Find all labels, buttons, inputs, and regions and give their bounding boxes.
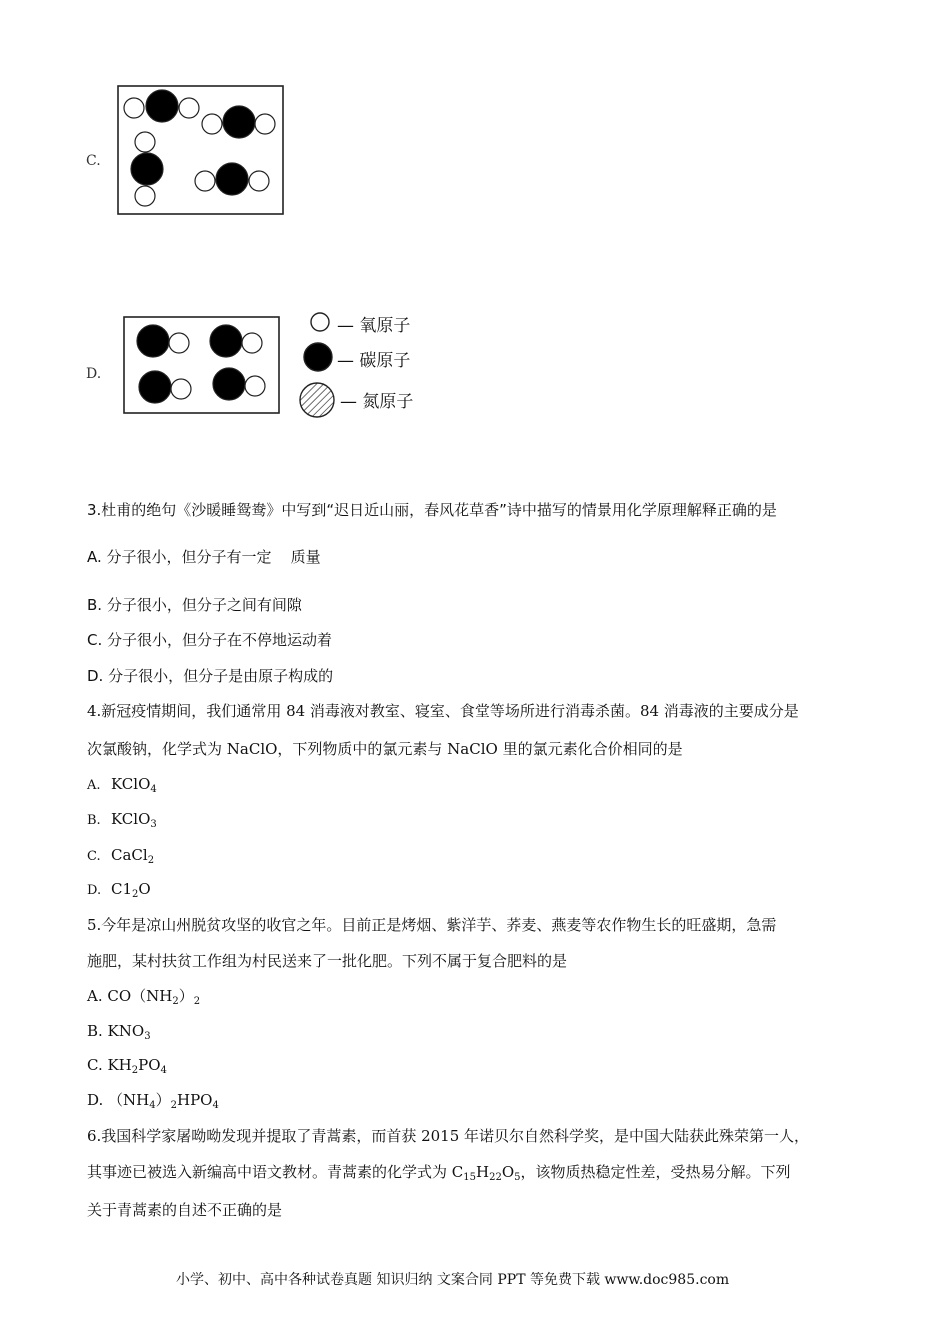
q4-option-d-formula-pre: C1: [111, 880, 133, 898]
q4-option-b-formula: KClO: [111, 810, 151, 828]
option-d-label: D.: [86, 366, 102, 382]
q5-option-c-sub2: 4: [160, 1065, 167, 1076]
legend-carbon-text: — 碳原子: [337, 351, 411, 371]
q4-option-b-sub: 3: [150, 819, 157, 830]
q5-option-d-mid: ）: [155, 1091, 171, 1109]
q6-line2-h: H: [475, 1163, 490, 1181]
q5-option-a-mid: ）: [178, 987, 194, 1005]
q5-option-c-sub1: 2: [131, 1065, 139, 1076]
q4-option-a: [87, 774, 157, 800]
q5-option-a-sub2: 2: [193, 996, 201, 1007]
q4-option-d: [87, 879, 151, 905]
q4-stem-line2: 次氯酸钠，化学式为 NaClO，下列物质中的氯元素与 NaClO 里的氯元素化合价相同的是: [87, 740, 683, 758]
q5-option-a-pre: A. CO（NH: [87, 987, 173, 1005]
q4-option-a-sub: 4: [150, 784, 157, 795]
q6-line2-pre: 其事迹已被选入新编高中语文教材。青蒿素的化学式为 C: [87, 1163, 464, 1181]
legend-oxygen-text: — 氧原子: [337, 316, 411, 336]
q4-option-a-letter: A.: [87, 778, 101, 793]
q5-option-a: [87, 986, 200, 1012]
q5-option-d: [87, 1090, 219, 1116]
q3-stem: 3.杜甫的绝句《沙暖睡鸳鸯》中写到“迟日近山丽，春风花草香”诗中描写的情景用化学原理解释正确的是: [87, 501, 777, 519]
q4-option-c-letter: C.: [87, 849, 101, 864]
q3-option-b: B. 分子很小，但分子之间有间隙: [87, 596, 302, 614]
q3-option-c: C. 分子很小，但分子在不停地运动着: [87, 631, 333, 649]
footer-text: 小学、初中、高中各种试卷真题 知识归纳 文案合同 PPT 等免费下载 www.doc985.com: [176, 1272, 730, 1288]
q4-option-d-formula-post: O: [138, 880, 151, 898]
q4-option-b: [87, 809, 157, 835]
q6-line3: 关于青蒿素的自述不正确的是: [87, 1201, 283, 1219]
q6-line2-o: O: [501, 1163, 515, 1181]
q5-stem-line1: 5.今年是凉山州脱贫攻坚的收官之年。目前正是烤烟、紫洋芋、荞麦、燕麦等农作物生长的旺盛期，急需: [87, 916, 777, 934]
q4-stem-line1: 4.新冠疫情期间，我们通常用 84 消毒液对教室、寝室、食堂等场所进行消毒杀菌。84 消毒液的主要成分是: [87, 702, 799, 720]
q6-line1: 6.我国科学家屠呦呦发现并提取了青蒿素，而首获 2015 年诺贝尔自然科学奖，是中国大陆获此殊荣第一人，: [87, 1127, 810, 1145]
q5-option-d-post: HPO: [177, 1091, 213, 1109]
q5-option-c-mid: PO: [138, 1056, 161, 1074]
q4-option-a-formula: KClO: [111, 775, 151, 793]
q5-option-d-sub1: 4: [149, 1100, 156, 1111]
q5-option-d-pre: D. （NH: [87, 1091, 150, 1109]
q6-line2-post: ，该物质热稳定性差，受热易分解。下列: [520, 1163, 791, 1181]
q5-option-b: [87, 1021, 151, 1047]
q5-option-c-pre: C. KH: [87, 1056, 132, 1074]
q3-option-a: A. 分子很小，但分子有一定 质量: [87, 548, 321, 566]
q4-option-c-formula: CaCl: [111, 846, 148, 864]
q4-option-d-sub: 2: [132, 889, 139, 900]
q5-option-a-sub1: 2: [172, 996, 179, 1007]
q6-line2: [87, 1162, 791, 1188]
q6-line2-sub1: 15: [463, 1172, 476, 1183]
q4-option-c-sub: 2: [147, 855, 155, 866]
q5-option-b-sub: 3: [144, 1031, 151, 1042]
q5-option-b-pre: B. KNO: [87, 1022, 145, 1040]
q5-option-c: [87, 1055, 167, 1081]
q5-option-d-sub3: 4: [212, 1100, 219, 1111]
molecule-diagram-d: [0, 0, 950, 460]
q5-stem-line2: 施肥，某村扶贫工作组为村民送来了一批化肥。下列不属于复合肥料的是: [87, 952, 568, 970]
legend-nitrogen-text: — 氮原子: [340, 392, 414, 412]
q4-option-d-letter: D.: [87, 883, 102, 898]
q5-option-d-sub2: 2: [170, 1100, 177, 1111]
q3-option-d: D. 分子很小，但分子是由原子构成的: [87, 667, 334, 685]
q6-line2-sub3: 5: [514, 1172, 521, 1183]
q6-line2-sub2: 22: [489, 1172, 502, 1183]
q4-option-c: [87, 845, 154, 871]
q4-option-b-letter: B.: [87, 813, 101, 828]
option-c-label: C.: [86, 153, 101, 169]
